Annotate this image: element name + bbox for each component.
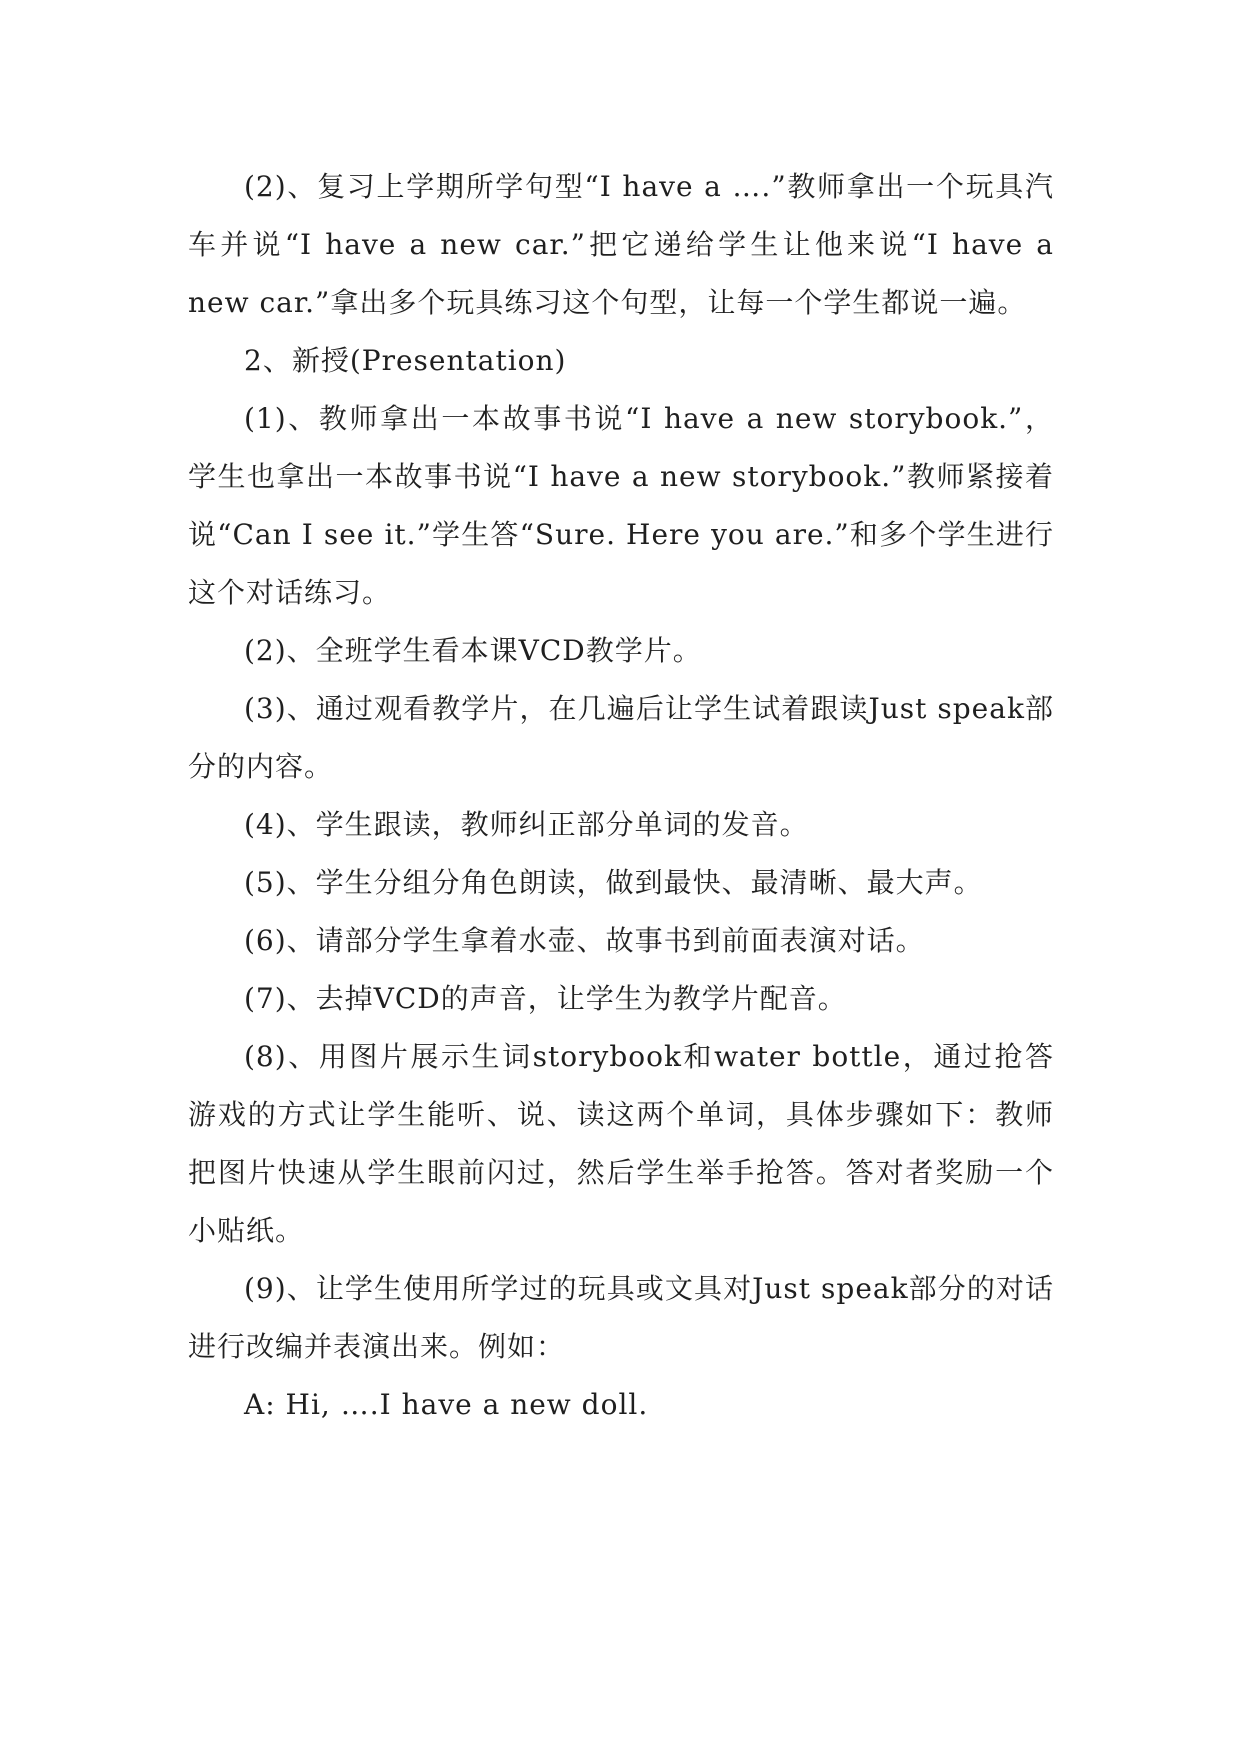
paragraph-adapt-dialogue: (9)、让学生使用所学过的玩具或文具对Just speak部分的对话进行改编并表演出来。例如： bbox=[188, 1272, 1054, 1363]
paragraph-perform-dialogue: (6)、请部分学生拿着水壶、故事书到前面表演对话。 bbox=[244, 924, 925, 957]
paragraph-example-line: A: Hi, ….I have a new doll. bbox=[244, 1388, 649, 1421]
paragraph-review-sentence-pattern: (2)、复习上学期所学句型“I have a ….”教师拿出一个玩具汽车并说“I have a new car.”把它递给学生让他来说“I have a new car.”拿出多个玩具练习这个句型，让每一个学生都说一遍。 bbox=[188, 170, 1054, 319]
paragraph-pronunciation: (4)、学生跟读，教师纠正部分单词的发音。 bbox=[244, 808, 809, 841]
paragraph-storybook-dialogue: (1)、教师拿出一本故事书说“I have a new storybook.”，学生也拿出一本故事书说“I have a new storybook.”教师紧接着说“Can I see it.”学生答“Sure. Here you are.”和多个学生进行这个对话练习。 bbox=[188, 402, 1054, 609]
document-body bbox=[188, 158, 1054, 1434]
paragraph-follow-reading: (3)、通过观看教学片，在几遍后让学生试着跟读Just speak部分的内容。 bbox=[188, 692, 1054, 783]
paragraph-dubbing: (7)、去掉VCD的声音，让学生为教学片配音。 bbox=[244, 982, 847, 1015]
paragraph-watch-vcd: (2)、全班学生看本课VCD教学片。 bbox=[244, 634, 702, 667]
heading-presentation: 2、新授(Presentation) bbox=[244, 344, 567, 377]
paragraph-group-reading: (5)、学生分组分角色朗读，做到最快、最清晰、最大声。 bbox=[244, 866, 983, 899]
paragraph-new-words-game: (8)、用图片展示生词storybook和water bottle，通过抢答游戏的方式让学生能听、说、读这两个单词，具体步骤如下：教师把图片快速从学生眼前闪过，然后学生举手抢答。答对者奖励一个小贴纸。 bbox=[188, 1040, 1054, 1247]
